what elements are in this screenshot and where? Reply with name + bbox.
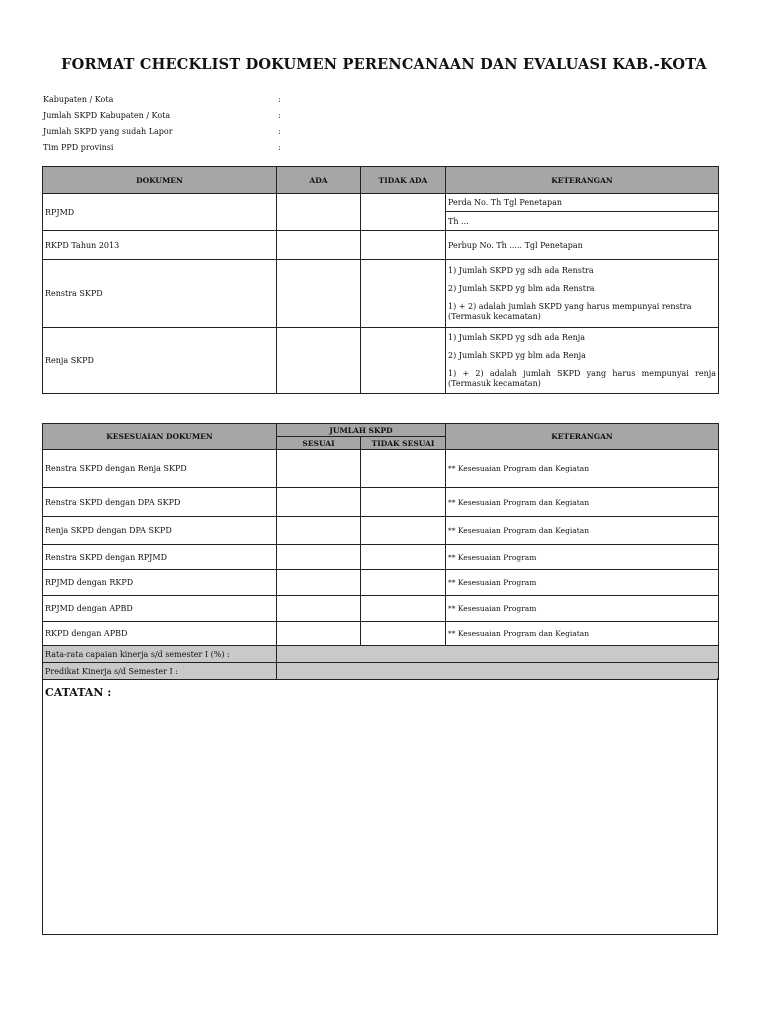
cell-tidak-sesuai[interactable] — [361, 596, 446, 622]
summary-label: Rata-rata capaian kinerja s/d semester I (%) : — [43, 646, 277, 663]
cell-tidak-sesuai[interactable] — [361, 570, 446, 596]
cell-tidak-sesuai[interactable] — [361, 488, 446, 517]
field-label: Jumlah SKPD yang sudah Lapor — [43, 127, 173, 136]
cell-tidak-ada[interactable] — [361, 231, 446, 260]
cell-keterangan: ** Kesesuaian Program — [446, 596, 719, 622]
cell-sesuai[interactable] — [277, 545, 361, 570]
summary-row-rata-rata — [43, 646, 719, 663]
keterangan-line: 2) Jumlah SKPD yg blm ada Renja — [448, 350, 586, 360]
cell-dokumen: Renstra SKPD — [43, 260, 277, 328]
cell-dokumen: Renstra SKPD dengan DPA SKPD — [43, 488, 277, 517]
keterangan-line: 1) + 2) adalah jumlah SKPD yang harus mempunyai renstra (Termasuk kecamatan) — [448, 301, 692, 321]
table-row — [43, 194, 719, 212]
summary-value[interactable] — [277, 663, 719, 680]
cell-tidak-sesuai[interactable] — [361, 450, 446, 488]
header-kesesuaian: KESESUAIAN DOKUMEN — [43, 424, 277, 450]
catatan-box[interactable] — [42, 678, 718, 935]
header-tidak-sesuai: TIDAK SESUAI — [361, 437, 446, 450]
cell-sesuai[interactable] — [277, 450, 361, 488]
keterangan-line: 1) Jumlah SKPD yg sdh ada Renja — [448, 332, 585, 342]
header-ada: ADA — [277, 167, 361, 194]
cell-sesuai[interactable] — [277, 488, 361, 517]
cell-dokumen: RPJMD dengan APBD — [43, 596, 277, 622]
cell-keterangan: ** Kesesuaian Program dan Kegiatan — [446, 488, 719, 517]
cell-keterangan: ** Kesesuaian Program dan Kegiatan — [446, 517, 719, 545]
cell-keterangan: ** Kesesuaian Program — [446, 545, 719, 570]
table-row — [43, 231, 719, 260]
cell-sesuai[interactable] — [277, 517, 361, 545]
keterangan-line: 2) Jumlah SKPD yg blm ada Renstra — [448, 283, 595, 293]
table-row — [43, 450, 719, 488]
cell-ada[interactable] — [277, 194, 361, 231]
header-jumlah-skpd: JUMLAH SKPD — [277, 424, 446, 437]
cell-sesuai[interactable] — [277, 622, 361, 646]
table-row — [43, 488, 719, 517]
cell-keterangan — [446, 328, 719, 394]
table-row — [43, 260, 719, 328]
cell-keterangan: Th ... — [446, 212, 719, 231]
cell-tidak-ada[interactable] — [361, 260, 446, 328]
cell-sesuai[interactable] — [277, 596, 361, 622]
table-row — [43, 622, 719, 646]
keterangan-line: 1) Jumlah SKPD yg sdh ada Renstra — [448, 265, 594, 275]
table-row — [43, 545, 719, 570]
cell-tidak-ada[interactable] — [361, 194, 446, 231]
header-keterangan: KETERANGAN — [446, 167, 719, 194]
cell-tidak-ada[interactable] — [361, 328, 446, 394]
cell-keterangan: ** Kesesuaian Program dan Kegiatan — [446, 622, 719, 646]
summary-row-predikat — [43, 663, 719, 680]
cell-dokumen: Renstra SKPD dengan Renja SKPD — [43, 450, 277, 488]
field-skpd-lapor — [43, 124, 343, 140]
field-jumlah-skpd — [43, 108, 343, 124]
table-row — [43, 517, 719, 545]
cell-keterangan — [446, 260, 719, 328]
cell-keterangan: Perda No. Th Tgl Penetapan — [446, 194, 719, 212]
cell-sesuai[interactable] — [277, 570, 361, 596]
field-label: Jumlah SKPD Kabupaten / Kota — [43, 111, 171, 120]
cell-dokumen: Renja SKPD dengan DPA SKPD — [43, 517, 277, 545]
field-colon: : — [278, 127, 281, 136]
field-kabupaten — [43, 92, 343, 108]
field-tim-ppd — [43, 140, 343, 156]
cell-dokumen: Renja SKPD — [43, 328, 277, 394]
table-row — [43, 570, 719, 596]
field-label: Kabupaten / Kota — [43, 95, 114, 104]
catatan-label: CATATAN : — [45, 686, 112, 699]
page-title: FORMAT CHECKLIST DOKUMEN PERENCANAAN DAN EVALUASI KAB.-KOTA — [61, 56, 707, 73]
cell-dokumen: RPJMD — [43, 194, 277, 231]
summary-value[interactable] — [277, 646, 719, 663]
field-label: Tim PPD provinsi — [43, 143, 114, 152]
header-keterangan: KETERANGAN — [446, 424, 719, 450]
cell-ada[interactable] — [277, 231, 361, 260]
keterangan-line: 1) + 2) adalah jumlah SKPD yang harus mempunyai renja (Termasuk kecamatan) — [448, 368, 716, 388]
cell-tidak-sesuai[interactable] — [361, 622, 446, 646]
cell-dokumen: RKPD dengan APBD — [43, 622, 277, 646]
cell-dokumen: RPJMD dengan RKPD — [43, 570, 277, 596]
table-row — [43, 596, 719, 622]
summary-label: Predikat Kinerja s/d Semester I : — [43, 663, 277, 680]
header-fields — [43, 92, 343, 156]
field-colon: : — [278, 143, 281, 152]
cell-ada[interactable] — [277, 260, 361, 328]
field-colon: : — [278, 111, 281, 120]
header-sesuai: SESUAI — [277, 437, 361, 450]
header-dokumen: DOKUMEN — [43, 167, 277, 194]
cell-keterangan: ** Kesesuaian Program dan Kegiatan — [446, 450, 719, 488]
header-tidak-ada: TIDAK ADA — [361, 167, 446, 194]
checklist-table — [42, 166, 719, 394]
cell-keterangan: Perbup No. Th ..... Tgl Penetapan — [446, 231, 719, 260]
cell-dokumen: RKPD Tahun 2013 — [43, 231, 277, 260]
cell-tidak-sesuai[interactable] — [361, 517, 446, 545]
cell-ada[interactable] — [277, 328, 361, 394]
kesesuaian-table — [42, 423, 719, 680]
table-row — [43, 328, 719, 394]
cell-dokumen: Renstra SKPD dengan RPJMD — [43, 545, 277, 570]
field-colon: : — [278, 95, 281, 104]
cell-keterangan: ** Kesesuaian Program — [446, 570, 719, 596]
cell-tidak-sesuai[interactable] — [361, 545, 446, 570]
